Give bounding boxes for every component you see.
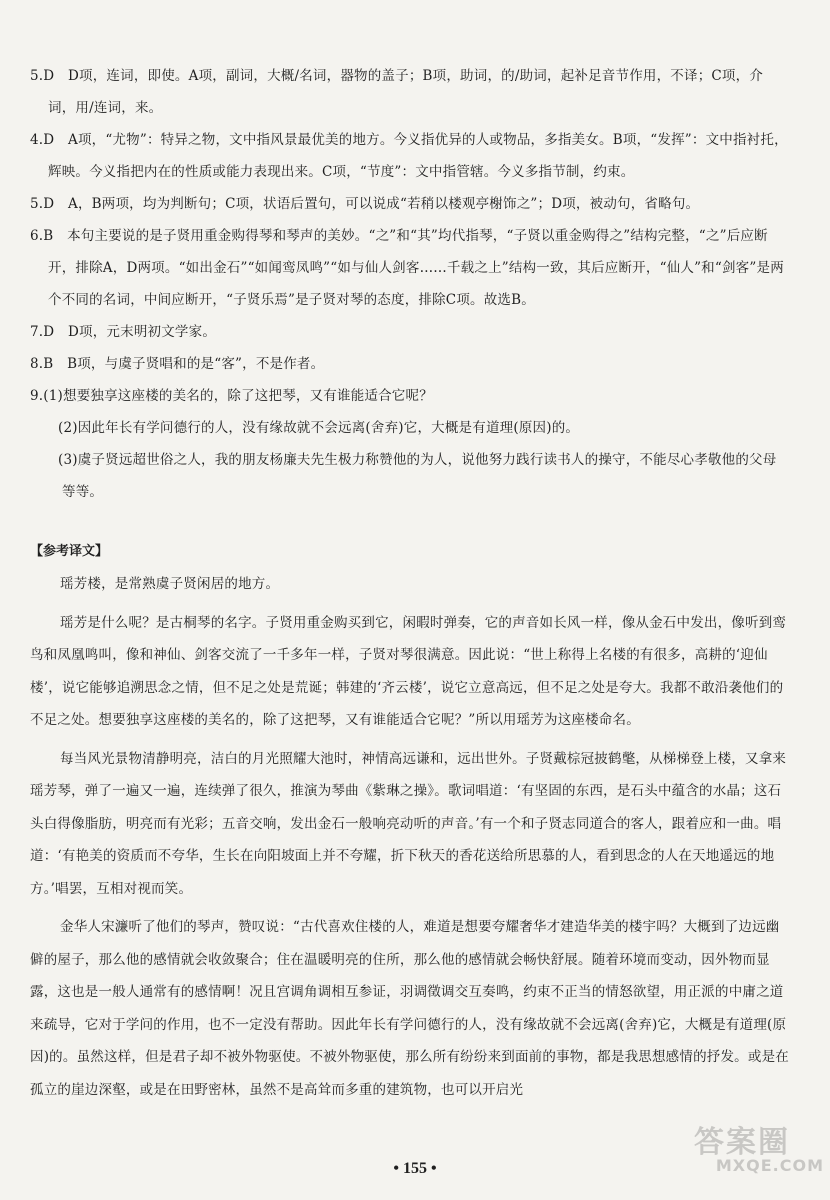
watermark-text: 答案圈: [694, 1125, 790, 1160]
translation-paragraph: 每当风光景物清静明亮，洁白的月光照耀大池时，神情高远谦和，远出世外。子贤戴棕冠披鹤氅，从梯梯登上楼，又拿来瑶芳琴，弹了一遍又一遍，连续弹了很久，推演为琴曲《紫琳之操》。歌词唱道：‘有坚固的东西，是石头中蕴含的水晶；这石头白得像脂肪，明亮而有光彩；五音交响，发出金石一般响亮动听的声音。’有一个和子贤志同道合的客人，跟着应和一曲。唱道：‘有艳美的资质而不夸华，生长在向阳坡面上并不夸耀，折下秋天的香花送给所思慕的人，看到思念的人在天地遥远的地方。’唱罢，互相对视而笑。: [30, 750, 787, 897]
answer-item: 8.B B项，与虞子贤唱和的是“客”，不是作者。: [30, 356, 325, 372]
answer-item: 5.D A，B两项，均为判断句；C项，状语后置句，可以说成“若稍以楼观亭榭饰之”；D项，被动句，省略句。: [30, 196, 700, 212]
answer-list: [30, 60, 790, 508]
watermark-logo: [694, 1125, 824, 1194]
answer-item: 7.D D项，元末明初文学家。: [30, 324, 217, 340]
page-number: • 155 •: [393, 1160, 437, 1177]
section-title: 【参考译文】: [30, 544, 109, 559]
answer-item: 6.B 本句主要说的是子贤用重金购得琴和琴声的美妙。“之”和“其”均代指琴，“子贤以重金购得之”结构完整，“之”后应断开，排除A，D两项。“如出金石”“如闻鸾凤鸣”“如与仙人剑客……千载之上”结构一致，其后应断开，“仙人”和“剑客”是两个不同的名词，中间应断开，“子贤乐焉”是子贤对琴的态度，排除C项。故选B。: [30, 228, 784, 308]
translation-body: [30, 568, 790, 1112]
translation-paragraph: 瑶芳楼，是常熟虞子贤闲居的地方。: [60, 576, 280, 592]
watermark-url: MXQE.COM: [715, 1156, 824, 1175]
translation-paragraph: 金华人宋濂听了他们的琴声，赞叹说：“古代喜欢住楼的人，难道是想要夸耀奢华才建造华美的楼宇吗？大概到了边远幽僻的屋子，那么他的感情就会收敛聚合；住在温暖明亮的住所，那么他的感情就会畅快舒展。随着环境而变动，因外物而显露，这也是一般人通常有的感情啊！况且宫调角调相互参证，羽调徵调交互奏鸣，约束不正当的情怒欲望，用正派的中庸之道来疏导，它对于学问的作用，也不一定没有帮助。因此年长有学问德行的人，没有缘故就不会远离(舍弃)它，大概是有道理(原因)的。虽然这样，但是君子却不被外物驱使。不被外物驱使，那么所有纷纷来到面前的事物，都是我思想感情的抒发。或是在孤立的崖边深壑，或是在田野密林，虽然不是高耸而多重的建筑物，也可以开启光: [30, 919, 789, 1098]
answer-subitem: (3)虞子贤远超世俗之人，我的朋友杨廉夫先生极力称赞他的为人，说他努力践行读书人的操守，不能尽心孝敬他的父母等等。: [58, 452, 777, 500]
answer-item: 4.D A项，“尤物”：特异之物，文中指风景最优美的地方。今义指优异的人或物品，多指美女。B项，“发挥”：文中指衬托，辉映。今义指把内在的性质或能力表现出来。C项，“节度”：文中指管辖。今义多指节制，约束。: [30, 132, 788, 180]
answer-subitem: (2)因此年长有学问德行的人，没有缘故就不会远离(舍弃)它，大概是有道理(原因)的。: [58, 420, 580, 436]
answer-item: 5.D D项，连词，即使。A项，副词，大概/名词，器物的盖子；B项，助词，的/助词，起补足音节作用，不译；C项，介词，用/连词，来。: [30, 68, 764, 116]
translation-paragraph: 瑶芳是什么呢？是古桐琴的名字。子贤用重金购买到它，闲暇时弹奏，它的声音如长风一样，像从金石中发出，像听到鸾鸟和凤凰鸣叫，像和神仙、剑客交流了一千多年一样，子贤对琴很满意。因此说：“世上称得上名楼的有很多，高耕的‘迎仙楼’，说它能够追溯思念之情，但不足之处是荒诞；韩建的‘齐云楼’，说它立意高远，但不足之处是夸大。我都不敢沿袭他们的不足之处。想要独享这座楼的美名的，除了这把琴，又有谁能适合它呢？”所以用瑶芳为这座楼命名。: [30, 614, 787, 728]
answer-item: 9.(1)想要独享这座楼的美名的，除了这把琴，又有谁能适合它呢？: [30, 388, 433, 404]
